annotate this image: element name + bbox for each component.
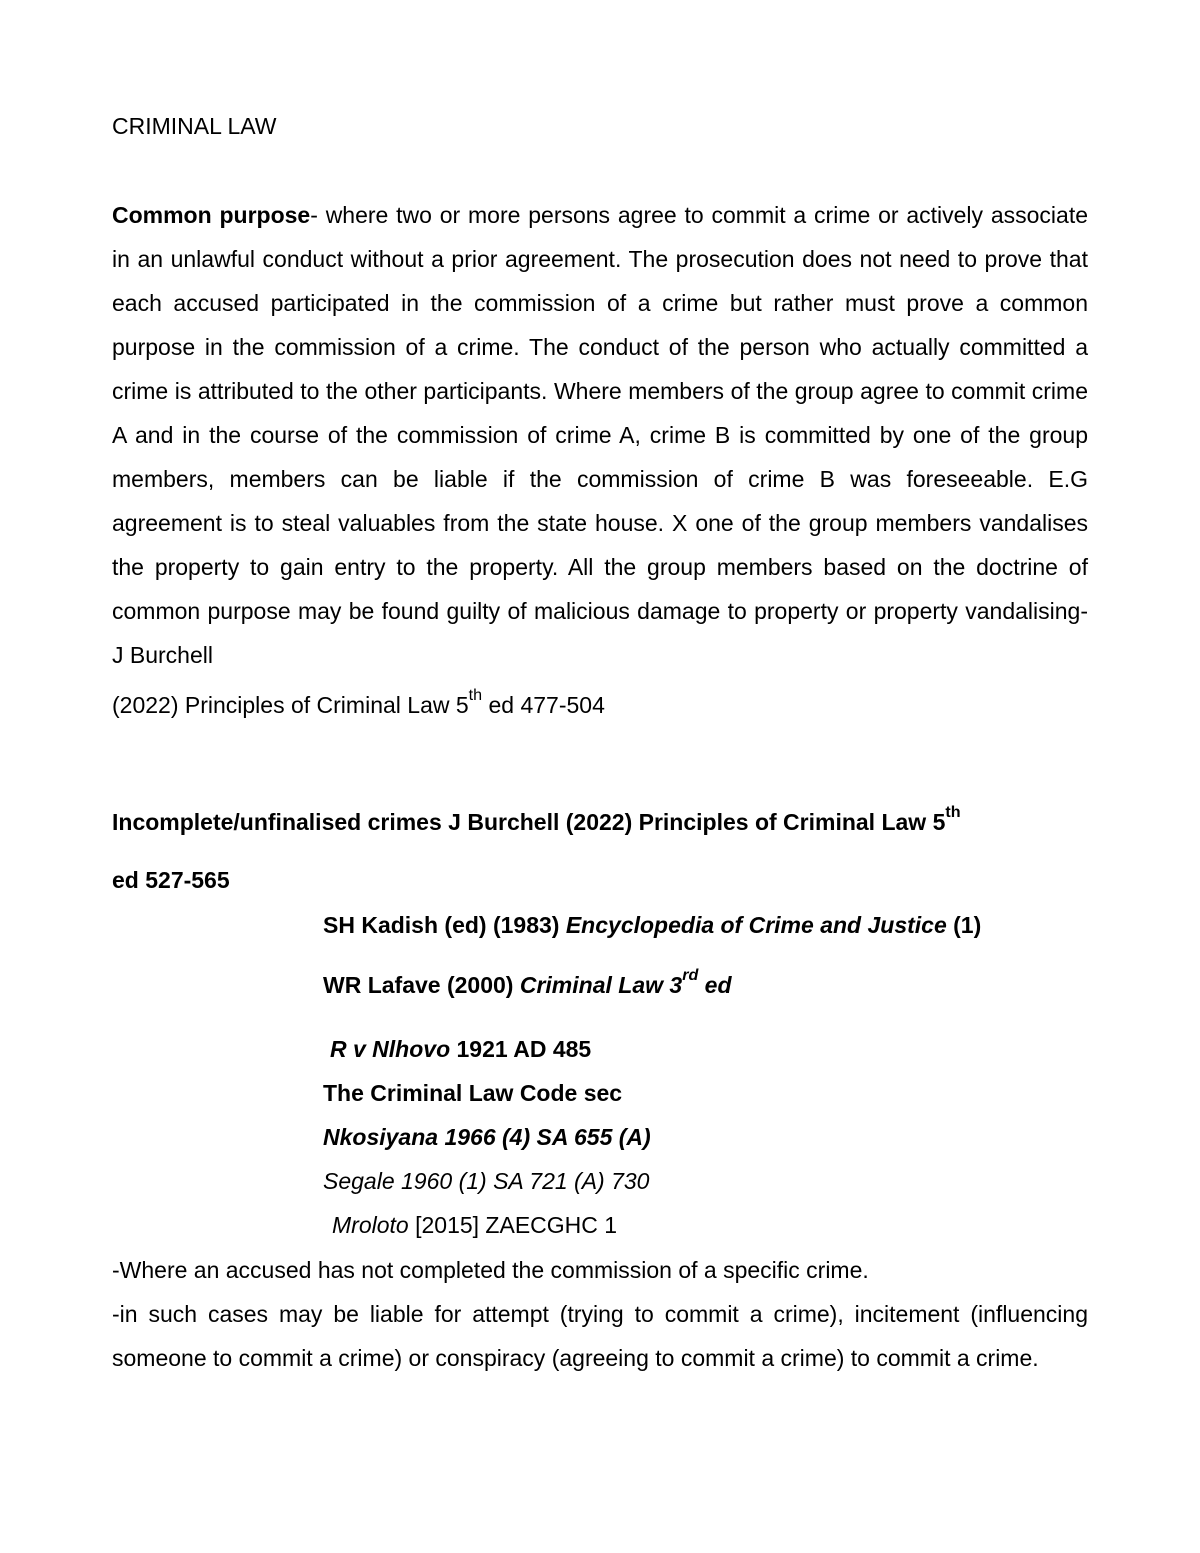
reference-item: Segale 1960 (1) SA 721 (A) 730 xyxy=(323,1168,650,1194)
reference-item xyxy=(323,966,732,999)
reference-item: The Criminal Law Code sec xyxy=(323,1080,623,1106)
reference-edition: ed xyxy=(698,972,732,998)
heading-text: Incomplete/unfinalised crimes J Burchell (2022) Principles of Criminal Law 5 xyxy=(112,809,946,835)
incomplete-crimes-heading xyxy=(112,800,1088,902)
heading-edition-pages: ed 527-565 xyxy=(112,867,230,893)
incomplete-point-1: -Where an accused has not completed the commission of a specific crime. xyxy=(112,1257,869,1283)
citation-pages: ed 477-504 xyxy=(482,692,605,718)
reference-item: Nkosiyana 1966 (4) SA 655 (A) xyxy=(323,1124,651,1150)
incomplete-point-2: -in such cases may be liable for attempt (trying to commit a crime), incitement (influencing someone to commit a crime) or conspiracy (agreeing to commit a crime) to commit a crime. xyxy=(112,1301,1088,1371)
reference-volume: (1) xyxy=(946,912,982,938)
case-citation: 1921 AD 485 xyxy=(450,1036,592,1062)
reference-author: WR Lafave (2000) xyxy=(323,972,520,998)
case-citation: [2015] ZAECGHC 1 xyxy=(408,1212,618,1238)
reference-title: Encyclopedia of Crime and Justice xyxy=(565,912,947,938)
reference-item xyxy=(330,1036,591,1063)
document-title: CRIMINAL LAW xyxy=(112,113,277,139)
reference-title: Criminal Law 3 xyxy=(519,972,683,998)
common-purpose-paragraph xyxy=(112,193,1088,727)
citation-text: (2022) Principles of Criminal Law 5 xyxy=(112,692,469,718)
common-purpose-citation xyxy=(112,683,1088,727)
reference-superscript: rd xyxy=(682,966,699,985)
common-purpose-body: - where two or more persons agree to commit a crime or actively associate in an unlawful conduct without a prior agreement. The prosecution does not need to prove that each accused participated in the commission of a crime but rather must prove a common purpose in the commission of a crime. The conduct of the person who actually committed a crime is attributed to the other participants. Where members of the group agree to commit crime A and in the course of the commission of crime A, crime B is committed by one of the group members, members can be liable if the commission of crime B was foreseeable. E.G agreement is to steal valuables from the state house. X one of the group members vandalises the property to gain entry to the property. All the group members based on the doctrine of common purpose may be found guilty of malicious damage to property or property vandalising- J Burchell xyxy=(112,202,1089,668)
heading-superscript: th xyxy=(945,803,961,822)
reference-item xyxy=(332,1212,617,1239)
case-name: Mroloto xyxy=(332,1212,409,1238)
common-purpose-term: Common purpose xyxy=(112,202,311,228)
case-name: R v Nlhovo xyxy=(330,1036,451,1062)
reference-author: SH Kadish (ed) (1983) xyxy=(323,912,566,938)
citation-superscript: th xyxy=(468,686,483,705)
reference-item xyxy=(323,912,981,939)
